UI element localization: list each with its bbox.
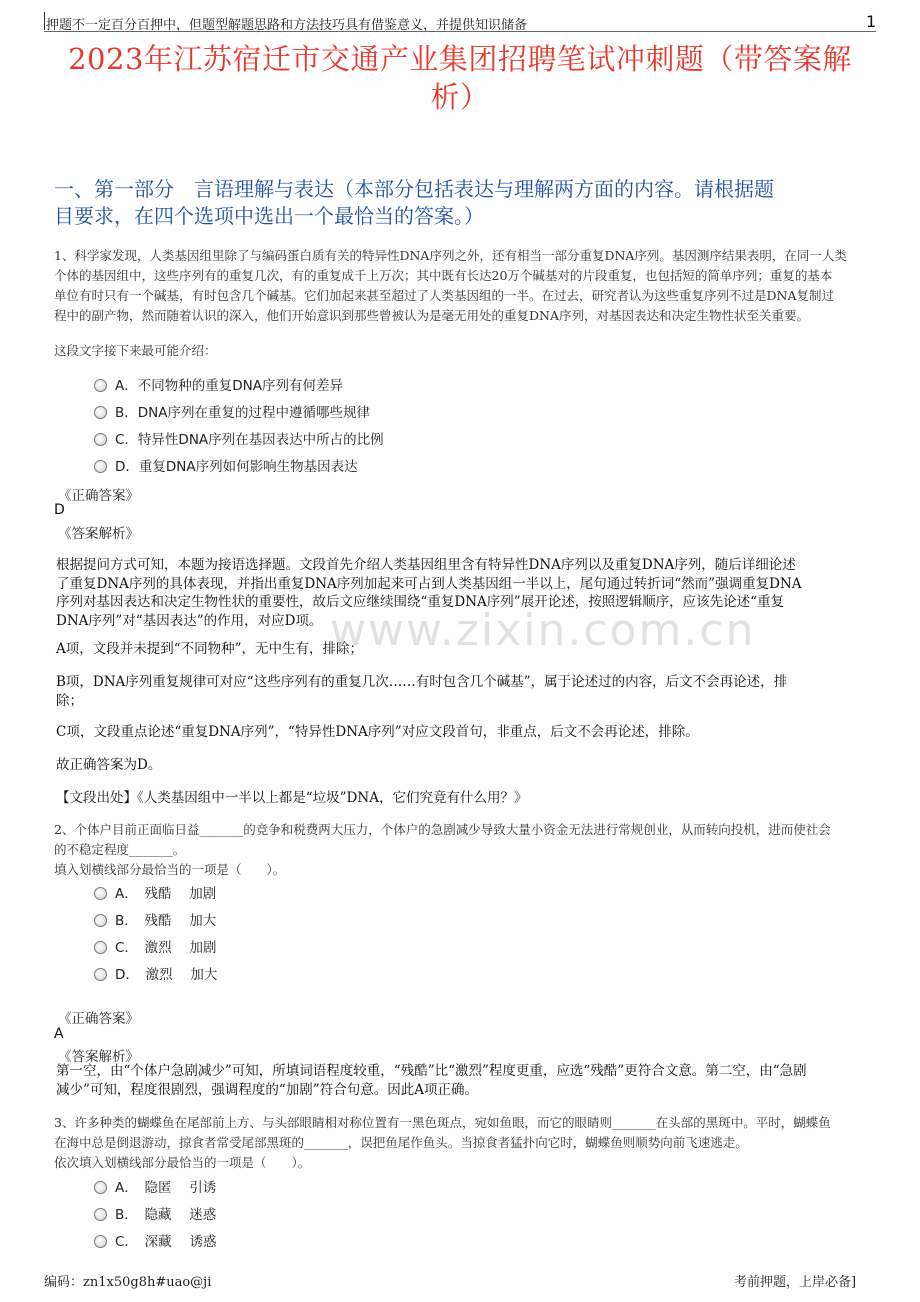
radio-icon[interactable] (94, 1235, 107, 1248)
title-line-2: 析） (430, 80, 490, 114)
analysis-line: DNA序列”对“基因表达”的作用，对应D项。 (56, 612, 323, 629)
q1-option-d[interactable] (94, 455, 358, 475)
option-label: B． 隐藏 迷惑 (115, 1207, 217, 1223)
question-3-prompt: 依次填入划横线部分最恰当的一项是（ ）。 (54, 1155, 311, 1170)
q1-answer: D (54, 502, 65, 518)
radio-icon[interactable] (94, 914, 107, 927)
q1-option-b[interactable] (94, 401, 370, 421)
q2-option-a[interactable] (94, 882, 216, 902)
option-label: A． 残酷 加剧 (115, 886, 217, 902)
question-3-stem (54, 1113, 866, 1173)
option-label: D．重复DNA序列如何影响生物基因表达 (115, 459, 358, 475)
radio-icon[interactable] (94, 968, 107, 981)
option-label: A． 隐匿 引诱 (115, 1180, 217, 1196)
q1-source: 【文段出处】《人类基因组中一半以上都是“垃圾”DNA，它们究竟有什么用？》 (56, 790, 528, 806)
option-label: A．不同物种的重复DNA序列有何差异 (115, 378, 343, 394)
q2-option-c[interactable] (94, 936, 216, 956)
q2-answer: A (54, 1026, 64, 1042)
radio-icon[interactable] (94, 941, 107, 954)
section-heading-line-1: 一、第一部分 言语理解与表达（本部分包括表达与理解两方面的内容。请根据题 (54, 177, 774, 201)
question-1-line: 单位有时只有一个碱基，有时包含几个碱基。它们加起来甚至超过了人类基因组的一半。在过去，研究者认为这些重复序列不过是DNA复制过 (54, 288, 834, 303)
section-heading-line-2: 目要求，在四个选项中选出一个最恰当的答案。） (54, 204, 484, 228)
q2-analysis-label: 《答案解析》 (58, 1049, 139, 1065)
radio-icon[interactable] (94, 460, 107, 473)
q1-answer-label: 《正确答案》 (58, 488, 139, 504)
footer-code: 编码：zn1x50g8h#uao@ji (44, 1275, 212, 1290)
radio-icon[interactable] (94, 406, 107, 419)
question-1-line: 个体的基因组中，这些序列有的重复几次，有的重复成千上万次；其中既有长达20万个碱基对的片段重复，也包括短的简单序列；重复的基本 (54, 268, 833, 283)
analysis-line: 根据提问方式可知，本题为接语选择题。文段首先介绍人类基因组里含有特异性DNA序列以及重复DNA序列，随后详细论述 (56, 557, 796, 573)
header-divider (44, 31, 876, 32)
option-label: C． 激烈 加剧 (115, 940, 217, 956)
footer-slogan: 考前押题，上岸必备] (734, 1275, 857, 1290)
analysis-line: 除； (56, 692, 83, 709)
q3-option-b[interactable] (94, 1203, 216, 1223)
analysis-line: 减少”可知，程度很剧烈，强调程度的“加剧”符合句意。因此A项正确。 (56, 1081, 478, 1098)
page-title (60, 40, 860, 116)
option-label: B．DNA序列在重复的过程中遵循哪些规律 (115, 405, 370, 421)
question-2-line: 的不稳定程度_______。 (54, 842, 186, 857)
radio-icon[interactable] (94, 1181, 107, 1194)
radio-icon[interactable] (94, 379, 107, 392)
q2-option-d[interactable] (94, 963, 217, 983)
q2-answer-label: 《正确答案》 (58, 1011, 139, 1027)
page-number: 1 (866, 12, 877, 31)
q3-option-a[interactable] (94, 1176, 216, 1196)
question-2-stem (54, 820, 866, 880)
radio-icon[interactable] (94, 433, 107, 446)
option-label: D． 激烈 加大 (115, 967, 218, 983)
title-line-1: 2023年江苏宿迁市交通产业集团招聘笔试冲刺题（带答案解 (68, 42, 852, 76)
option-label: C． 深藏 诱惑 (115, 1234, 217, 1250)
q1-conclusion: 故正确答案为D。 (56, 757, 162, 773)
question-2-line: 2、个体户目前正面临日益_______的竞争和税费两大压力，个体户的急剧减少导致大量小资金无法进行常规创业，从而转向投机，进而使社会 (54, 822, 831, 837)
question-2-prompt: 填入划横线部分最恰当的一项是（ ）。 (54, 862, 286, 877)
q2-analysis (56, 1062, 856, 1099)
option-label: C．特异性DNA序列在基因表达中所占的比例 (115, 432, 384, 448)
question-1-line: 程中的副产物，然而随着认识的深入，他们开始意识到那些曾被认为是毫无用处的重复DNA序列，对基因表达和决定生物性状至关重要。 (54, 308, 809, 323)
analysis-line: 了重复DNA序列的具体表现，并指出重复DNA序列加起来可占到人类基因组一半以上，尾句通过转折词“然而”强调重复DNA (56, 575, 802, 592)
question-1-line: 1、科学家发现，人类基因组里除了与编码蛋白质有关的特异性DNA序列之外，还有相当一部分重复DNA序列。基因测序结果表明，在同一人类 (54, 248, 847, 263)
question-1-stem (54, 246, 866, 326)
question-3-line: 3、许多种类的蝴蝶鱼在尾部前上方、与头部眼睛相对称位置有一黑色斑点，宛如鱼眼，而它的眼睛则_______在头部的黑斑中。平时，蝴蝶鱼 (54, 1115, 831, 1130)
q3-option-c[interactable] (94, 1230, 216, 1250)
radio-icon[interactable] (94, 887, 107, 900)
section-heading (54, 176, 864, 230)
q2-option-b[interactable] (94, 909, 216, 929)
q1-analysis-c: C项，文段重点论述“重复DNA序列”，“特异性DNA序列”对应文段首句，非重点，后文不会再论述，排除。 (56, 724, 699, 740)
analysis-line: 序列对基因表达和决定生物性状的重要性，故后文应继续围绕“重复DNA序列”展开论述，按照逻辑顺序，应该先论述“重复 (56, 594, 785, 610)
watermark: www.zixin.com.cn (330, 605, 756, 656)
option-label: B． 残酷 加大 (115, 913, 217, 929)
q1-option-c[interactable] (94, 428, 384, 448)
analysis-line: B项，DNA序列重复规律可对应“这些序列有的重复几次……有时包含几个碱基”，属于论述过的内容，后文不会再论述，排 (56, 674, 788, 690)
question-1-prompt: 这段文字接下来最可能介绍： (54, 343, 217, 358)
q1-analysis-b (56, 673, 856, 710)
question-3-line: 在海中总是倒退游动，掠食者常受尾部黑斑的_______，误把鱼尾作鱼头。当掠食者猛扑向它时，蝴蝶鱼则顺势向前飞速逃走。 (54, 1135, 748, 1150)
q1-option-a[interactable] (94, 374, 343, 394)
analysis-line: 第一空，由“个体户急剧减少”可知，所填词语程度较重，“残酷”比“激烈”程度更重，应选“残酷”更符合文意。第二空，由“急剧 (56, 1063, 807, 1079)
q1-analysis-label: 《答案解析》 (58, 526, 139, 542)
radio-icon[interactable] (94, 1208, 107, 1221)
header-note: 押题不一定百分百押中，但题型解题思路和方法技巧具有借鉴意义，并提供知识储备 (46, 18, 528, 33)
q1-analysis-a: A项，文段并未提到“不同物种”，无中生有，排除； (56, 641, 364, 657)
